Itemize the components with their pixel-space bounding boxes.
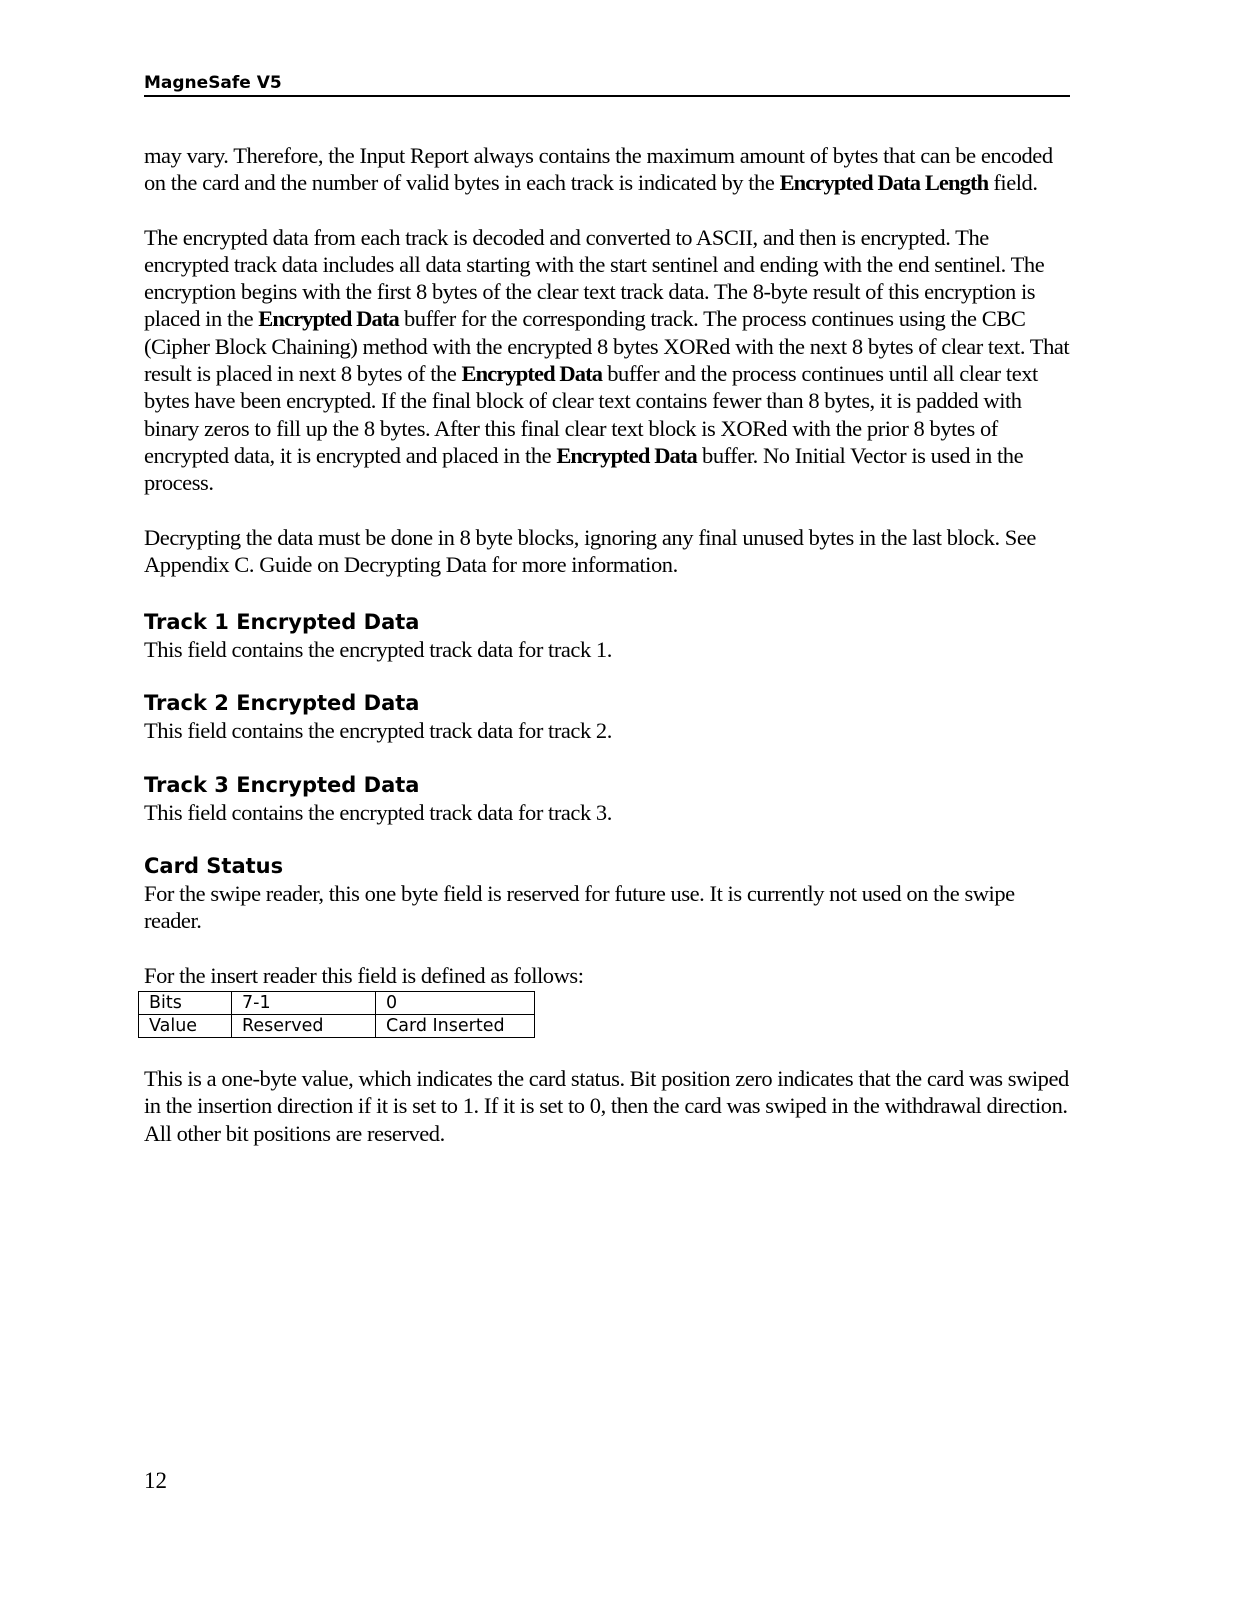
heading-track1: Track 1 Encrypted Data (144, 610, 420, 635)
paragraph-text: buffer. No Initial Vector is used in the process. (144, 442, 1024, 496)
table-cell: Value (139, 1014, 232, 1037)
paragraph-input-report (144, 142, 1070, 197)
paragraph-text: buffer and the process continues until all clear text bytes have been encrypted. If the final block of clear text contains fewer than 8 bytes, it is padded with binary zeros to fill up the 8 bytes. After this final clear text block is XORed with the prior 8 bytes of encrypted data, it is encrypted and placed in the (144, 361, 1038, 468)
heading-track2: Track 2 Encrypted Data (144, 691, 420, 716)
table-cell: Reserved (232, 1014, 376, 1037)
card-status-bits-table (138, 991, 535, 1038)
table-cell: 7-1 (232, 991, 376, 1014)
paragraph-track1: This field contains the encrypted track data for track 1. (144, 637, 612, 663)
table-cell: Bits (139, 991, 232, 1014)
page-number: 12 (144, 1468, 167, 1493)
paragraph-track3: This field contains the encrypted track data for track 3. (144, 799, 612, 825)
bold-term: Encrypted Data (556, 442, 697, 468)
heading-card-status: Card Status (144, 854, 284, 879)
paragraph-text: The encrypted data from each track is decoded and converted to ASCII, and then is encrypted. The encrypted track data includes all data starting with the start sentinel and ending with the end sentinel. The encryption begins with the first 8 bytes of the clear text track data. The 8-byte result of this encryption is placed in the (144, 224, 1045, 332)
bold-term: Encrypted Data (461, 361, 603, 387)
table-row (139, 1014, 535, 1037)
running-header: MagneSafe V5 (144, 72, 1070, 97)
paragraph-text: field. (988, 170, 1038, 196)
paragraph-decrypting: Decrypting the data must be done in 8 byte blocks, ignoring any final unused bytes in the last block. See Appendix C. Guide on Decrypting Data for more information. (144, 524, 1036, 577)
table-row (139, 991, 535, 1014)
paragraph-track2: This field contains the encrypted track data for track 2. (144, 718, 612, 744)
paragraph-swipe-reader: For the swipe reader, this one byte field is reserved for future use. It is currently not used on the swipe reader. (144, 881, 1015, 934)
table-cell: Card Inserted (376, 1014, 535, 1037)
bold-term: Encrypted Data Length (779, 170, 989, 196)
heading-track3: Track 3 Encrypted Data (144, 772, 420, 797)
paragraph-encryption (144, 224, 1070, 497)
paragraph-insert-reader: For the insert reader this field is defined as follows: (144, 962, 584, 988)
paragraph-card-status-value: This is a one-byte value, which indicates the card status. Bit position zero indicates that the card was swiped in the insertion direction if it is set to 1. If it is set to 0, then the card was swiped in the withdrawal direction. All other bit positions are reserved. (144, 1065, 1069, 1146)
table-cell: 0 (376, 991, 535, 1014)
paragraph-text: buffer for the corresponding track. The process continues using the CBC (Cipher Block Chaining) method with the encrypted 8 bytes XORed with the next 8 bytes of clear text. That result is placed in next 8 bytes of the (144, 306, 1070, 387)
bold-term: Encrypted Data (258, 306, 399, 332)
page-body (144, 142, 1070, 1147)
paragraph-text: may vary. Therefore, the Input Report always contains the maximum amount of bytes that can be encoded on the card and the number of valid bytes in each track is indicated by the (144, 143, 1053, 196)
